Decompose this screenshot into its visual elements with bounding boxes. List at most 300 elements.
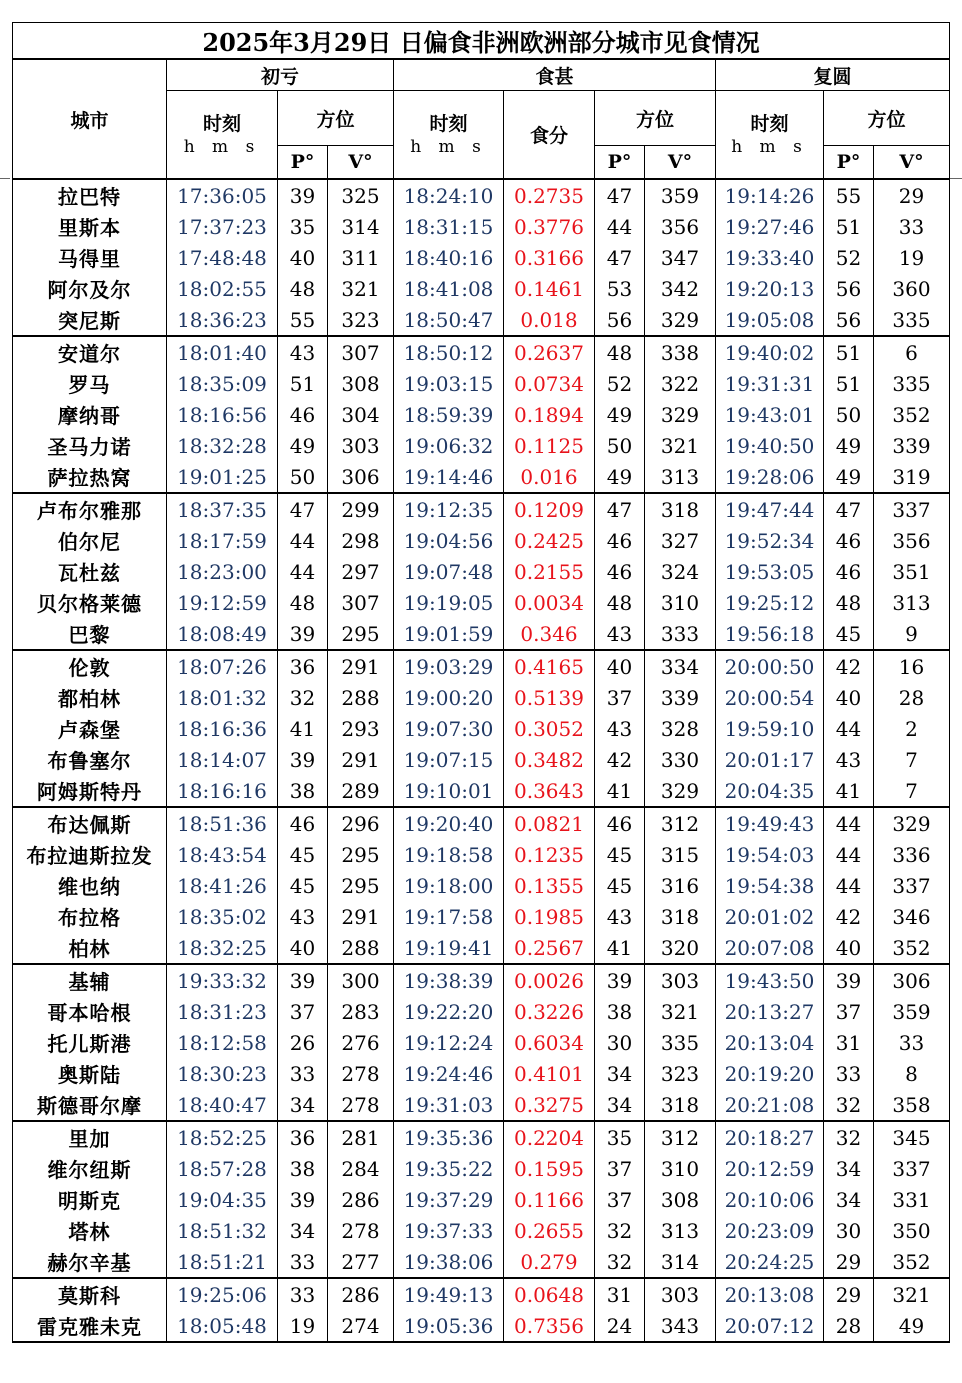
max-eclipse-time: 18:41:08: [394, 273, 504, 304]
last-contact-p: 40: [824, 682, 874, 713]
first-contact-time: 18:32:25: [167, 932, 278, 964]
city-cell: 维尔纽斯: [13, 1153, 167, 1184]
table-row: [13, 273, 950, 304]
magnitude-value: 0.279: [504, 1246, 595, 1278]
first-contact-p: 48: [278, 273, 328, 304]
max-eclipse-p: 46: [595, 807, 645, 839]
first-contact-time: 18:31:23: [167, 996, 278, 1027]
last-contact-v: 7: [874, 744, 950, 775]
last-contact-time: 19:56:18: [716, 618, 824, 650]
first-contact-p: 40: [278, 932, 328, 964]
table-row: [13, 713, 950, 744]
table-title: 2025年3月29日 日偏食非洲欧洲部分城市见食情况: [13, 23, 950, 60]
max-eclipse-time: 19:03:15: [394, 368, 504, 399]
last-contact-v: 359: [874, 996, 950, 1027]
magnitude-value: 0.2655: [504, 1215, 595, 1246]
last-contact-p: 48: [824, 587, 874, 618]
magnitude-value: 0.2204: [504, 1121, 595, 1153]
last-contact-p: 56: [824, 304, 874, 336]
magnitude-value: 0.3482: [504, 744, 595, 775]
first-contact-p: 45: [278, 870, 328, 901]
table-row: [13, 1310, 950, 1342]
first-contact-v: 291: [328, 650, 394, 682]
first-contact-p: 36: [278, 1121, 328, 1153]
first-contact-p: 44: [278, 556, 328, 587]
max-eclipse-p: 32: [595, 1215, 645, 1246]
max-eclipse-time: 19:06:32: [394, 430, 504, 461]
magnitude-value: 0.1595: [504, 1153, 595, 1184]
max-eclipse-time: 19:14:46: [394, 461, 504, 493]
first-contact-v: 323: [328, 304, 394, 336]
max-eclipse-time: 19:20:40: [394, 807, 504, 839]
city-cell: 里斯本: [13, 211, 167, 242]
first-contact-v: 299: [328, 493, 394, 525]
first-contact-p: 40: [278, 242, 328, 273]
max-eclipse-p: 43: [595, 713, 645, 744]
last-contact-time: 19:54:38: [716, 870, 824, 901]
last-contact-p: 29: [824, 1278, 874, 1310]
magnitude-value: 0.1355: [504, 870, 595, 901]
last-contact-p: 42: [824, 650, 874, 682]
magnitude-value: 0.7356: [504, 1310, 595, 1342]
last-contact-v: 2: [874, 713, 950, 744]
table-row: [13, 964, 950, 996]
table-row: [13, 556, 950, 587]
first-contact-v: 308: [328, 368, 394, 399]
table-row: [13, 587, 950, 618]
first-contact-v: 276: [328, 1027, 394, 1058]
last-contact-v: 360: [874, 273, 950, 304]
first-contact-v: 321: [328, 273, 394, 304]
first-contact-time: 18:07:26: [167, 650, 278, 682]
first-contact-p: 49: [278, 430, 328, 461]
first-contact-time: 18:16:16: [167, 775, 278, 807]
last-contact-v: 335: [874, 368, 950, 399]
last-contact-p: 33: [824, 1058, 874, 1089]
max-eclipse-v: 312: [645, 807, 716, 839]
first-contact-v: 291: [328, 901, 394, 932]
max-eclipse-p: 39: [595, 964, 645, 996]
first-contact-time: 17:48:48: [167, 242, 278, 273]
city-cell: 布鲁塞尔: [13, 744, 167, 775]
magnitude-value: 0.0026: [504, 964, 595, 996]
magnitude-value: 0.016: [504, 461, 595, 493]
first-contact-p: 26: [278, 1027, 328, 1058]
first-contact-time: 17:36:05: [167, 179, 278, 211]
city-cell: 伯尔尼: [13, 525, 167, 556]
city-cell: 基辅: [13, 964, 167, 996]
max-eclipse-v: 313: [645, 1215, 716, 1246]
first-contact-header: 初亏: [167, 59, 394, 91]
first-contact-time: 18:02:55: [167, 273, 278, 304]
first-contact-v: 291: [328, 744, 394, 775]
max-eclipse-time: 19:10:01: [394, 775, 504, 807]
max-eclipse-v: 312: [645, 1121, 716, 1153]
last-contact-p: 56: [824, 273, 874, 304]
last-contact-time: 19:43:01: [716, 399, 824, 430]
last-contact-v: 329: [874, 807, 950, 839]
first-contact-v: 274: [328, 1310, 394, 1342]
max-eclipse-p: 41: [595, 932, 645, 964]
max-eclipse-time: 19:35:36: [394, 1121, 504, 1153]
max-eclipse-v: 321: [645, 996, 716, 1027]
last-contact-p: 49: [824, 461, 874, 493]
first-contact-v: 286: [328, 1278, 394, 1310]
last-contact-time: 19:40:02: [716, 336, 824, 368]
table-row: [13, 461, 950, 493]
table-row: [13, 1058, 950, 1089]
last-contact-p: 29: [824, 1246, 874, 1278]
city-cell: 维也纳: [13, 870, 167, 901]
last-contact-time: 20:12:59: [716, 1153, 824, 1184]
max-v-header: V°: [645, 146, 716, 180]
max-eclipse-p: 48: [595, 587, 645, 618]
max-eclipse-time: 19:18:58: [394, 839, 504, 870]
table-row: [13, 744, 950, 775]
last-contact-time: 19:05:08: [716, 304, 824, 336]
table-row: [13, 870, 950, 901]
first-contact-v: 325: [328, 179, 394, 211]
max-eclipse-v: 323: [645, 1058, 716, 1089]
first-contact-time: 19:04:35: [167, 1184, 278, 1215]
last-contact-p: 42: [824, 901, 874, 932]
max-eclipse-v: 303: [645, 1278, 716, 1310]
magnitude-value: 0.2637: [504, 336, 595, 368]
crop-mark-right: [950, 178, 962, 179]
max-eclipse-v: 343: [645, 1310, 716, 1342]
max-eclipse-time: 19:12:24: [394, 1027, 504, 1058]
first-contact-time: 18:30:23: [167, 1058, 278, 1089]
magnitude-value: 0.1461: [504, 273, 595, 304]
max-eclipse-v: 303: [645, 964, 716, 996]
first-contact-time: 18:17:59: [167, 525, 278, 556]
last-contact-v: 335: [874, 304, 950, 336]
max-eclipse-p: 48: [595, 336, 645, 368]
magnitude-value: 0.2735: [504, 179, 595, 211]
first-contact-v: 297: [328, 556, 394, 587]
city-cell: 里加: [13, 1121, 167, 1153]
max-eclipse-v: 330: [645, 744, 716, 775]
first-contact-time: 18:12:58: [167, 1027, 278, 1058]
first-contact-time: 18:08:49: [167, 618, 278, 650]
first-contact-v: 278: [328, 1089, 394, 1121]
city-cell: 卢布尔雅那: [13, 493, 167, 525]
eclipse-table: [12, 22, 950, 1343]
first-contact-time: 18:01:32: [167, 682, 278, 713]
first-contact-v: 296: [328, 807, 394, 839]
last-contact-p: 51: [824, 368, 874, 399]
max-eclipse-v: 308: [645, 1184, 716, 1215]
max-direction-header: 方位: [595, 91, 716, 146]
magnitude-value: 0.3643: [504, 775, 595, 807]
max-eclipse-v: 328: [645, 713, 716, 744]
last-contact-p: 28: [824, 1310, 874, 1342]
last-contact-time: 20:13:04: [716, 1027, 824, 1058]
last-contact-p: 55: [824, 179, 874, 211]
last-contact-p: 34: [824, 1153, 874, 1184]
last-contact-time: 19:59:10: [716, 713, 824, 744]
magnitude-value: 0.1125: [504, 430, 595, 461]
last-contact-p: 51: [824, 211, 874, 242]
first-contact-time: 18:52:25: [167, 1121, 278, 1153]
first-contact-v: 300: [328, 964, 394, 996]
first-contact-p: 51: [278, 368, 328, 399]
last-contact-time: 19:27:46: [716, 211, 824, 242]
last-contact-p: 32: [824, 1121, 874, 1153]
max-eclipse-time: 19:49:13: [394, 1278, 504, 1310]
first-contact-time: 18:51:21: [167, 1246, 278, 1278]
first-contact-time: 18:37:35: [167, 493, 278, 525]
last-contact-p: 31: [824, 1027, 874, 1058]
first-contact-time: 19:25:06: [167, 1278, 278, 1310]
max-eclipse-p: 49: [595, 461, 645, 493]
first-contact-v: 278: [328, 1215, 394, 1246]
max-eclipse-v: 322: [645, 368, 716, 399]
table-row: [13, 525, 950, 556]
table-row: [13, 839, 950, 870]
first-contact-time: 18:23:00: [167, 556, 278, 587]
max-eclipse-p: 46: [595, 556, 645, 587]
max-eclipse-time: 18:24:10: [394, 179, 504, 211]
city-cell: 摩纳哥: [13, 399, 167, 430]
max-eclipse-p: 47: [595, 179, 645, 211]
first-direction-header: 方位: [278, 91, 394, 146]
first-contact-v: 281: [328, 1121, 394, 1153]
city-cell: 都柏林: [13, 682, 167, 713]
first-contact-time: 18:32:28: [167, 430, 278, 461]
table-row: [13, 304, 950, 336]
max-eclipse-v: 342: [645, 273, 716, 304]
first-contact-p: 36: [278, 650, 328, 682]
last-contact-v: 331: [874, 1184, 950, 1215]
max-eclipse-v: 315: [645, 839, 716, 870]
max-eclipse-p: 43: [595, 618, 645, 650]
max-eclipse-v: 310: [645, 1153, 716, 1184]
max-eclipse-time: 19:38:39: [394, 964, 504, 996]
first-contact-p: 39: [278, 179, 328, 211]
city-cell: 阿尔及尔: [13, 273, 167, 304]
max-eclipse-p: 37: [595, 1184, 645, 1215]
first-contact-p: 55: [278, 304, 328, 336]
last-direction-header: 方位: [824, 91, 950, 146]
max-eclipse-v: 329: [645, 775, 716, 807]
max-eclipse-v: 314: [645, 1246, 716, 1278]
last-contact-p: 44: [824, 713, 874, 744]
first-contact-time: 19:12:59: [167, 587, 278, 618]
max-eclipse-v: 327: [645, 525, 716, 556]
first-contact-v: 289: [328, 775, 394, 807]
city-cell: 布达佩斯: [13, 807, 167, 839]
city-cell: 罗马: [13, 368, 167, 399]
table-row: [13, 1121, 950, 1153]
city-cell: 塔林: [13, 1215, 167, 1246]
last-contact-time: 20:18:27: [716, 1121, 824, 1153]
table-row: [13, 211, 950, 242]
last-contact-time: 19:54:03: [716, 839, 824, 870]
first-contact-p: 47: [278, 493, 328, 525]
max-eclipse-p: 38: [595, 996, 645, 1027]
max-eclipse-p: 34: [595, 1058, 645, 1089]
first-contact-p: 39: [278, 964, 328, 996]
first-contact-time: 18:35:09: [167, 368, 278, 399]
first-time-header: 时刻 h m s: [167, 91, 278, 180]
first-contact-p: 39: [278, 744, 328, 775]
first-contact-time: 18:51:32: [167, 1215, 278, 1246]
max-eclipse-p: 52: [595, 368, 645, 399]
max-eclipse-time: 19:01:59: [394, 618, 504, 650]
first-contact-p: 46: [278, 399, 328, 430]
city-cell: 马得里: [13, 242, 167, 273]
last-contact-v: 8: [874, 1058, 950, 1089]
max-eclipse-p: 47: [595, 242, 645, 273]
magnitude-value: 0.0034: [504, 587, 595, 618]
city-cell: 布拉格: [13, 901, 167, 932]
city-cell: 哥本哈根: [13, 996, 167, 1027]
last-contact-v: 350: [874, 1215, 950, 1246]
max-eclipse-time: 19:00:20: [394, 682, 504, 713]
max-eclipse-time: 19:19:41: [394, 932, 504, 964]
city-cell: 瓦杜兹: [13, 556, 167, 587]
last-contact-v: 351: [874, 556, 950, 587]
max-eclipse-time: 19:22:20: [394, 996, 504, 1027]
last-contact-time: 19:31:31: [716, 368, 824, 399]
first-contact-p: 33: [278, 1246, 328, 1278]
city-cell: 阿姆斯特丹: [13, 775, 167, 807]
last-contact-time: 19:20:13: [716, 273, 824, 304]
max-eclipse-v: 318: [645, 1089, 716, 1121]
first-contact-time: 18:16:56: [167, 399, 278, 430]
last-contact-time: 19:43:50: [716, 964, 824, 996]
magnitude-value: 0.3275: [504, 1089, 595, 1121]
max-eclipse-time: 18:50:12: [394, 336, 504, 368]
table-row: [13, 650, 950, 682]
magnitude-value: 0.5139: [504, 682, 595, 713]
max-eclipse-v: 339: [645, 682, 716, 713]
max-eclipse-v: 359: [645, 179, 716, 211]
max-eclipse-v: 329: [645, 304, 716, 336]
magnitude-value: 0.0648: [504, 1278, 595, 1310]
last-contact-v: 352: [874, 1246, 950, 1278]
last-contact-p: 51: [824, 336, 874, 368]
last-contact-time: 19:33:40: [716, 242, 824, 273]
last-contact-p: 49: [824, 430, 874, 461]
city-cell: 柏林: [13, 932, 167, 964]
table-row: [13, 1215, 950, 1246]
first-contact-v: 293: [328, 713, 394, 744]
max-eclipse-p: 40: [595, 650, 645, 682]
table-row: [13, 336, 950, 368]
last-contact-p: 44: [824, 870, 874, 901]
first-contact-v: 283: [328, 996, 394, 1027]
first-contact-v: 295: [328, 870, 394, 901]
magnitude-value: 0.1166: [504, 1184, 595, 1215]
last-contact-time: 20:07:08: [716, 932, 824, 964]
city-cell: 巴黎: [13, 618, 167, 650]
first-contact-time: 18:35:02: [167, 901, 278, 932]
table-row: [13, 901, 950, 932]
max-eclipse-time: 19:35:22: [394, 1153, 504, 1184]
last-contact-v: 352: [874, 399, 950, 430]
last-contact-p: 41: [824, 775, 874, 807]
max-eclipse-v: 334: [645, 650, 716, 682]
last-contact-p: 52: [824, 242, 874, 273]
city-cell: 明斯克: [13, 1184, 167, 1215]
max-eclipse-v: 310: [645, 587, 716, 618]
last-contact-v: 33: [874, 1027, 950, 1058]
first-contact-time: 18:05:48: [167, 1310, 278, 1342]
last-contact-time: 20:01:17: [716, 744, 824, 775]
max-eclipse-time: 19:19:05: [394, 587, 504, 618]
last-contact-v: 356: [874, 525, 950, 556]
last-contact-p: 34: [824, 1184, 874, 1215]
last-contact-p: 32: [824, 1089, 874, 1121]
last-contact-time: 19:14:26: [716, 179, 824, 211]
last-contact-v: 29: [874, 179, 950, 211]
max-eclipse-time: 19:38:06: [394, 1246, 504, 1278]
last-contact-time: 20:04:35: [716, 775, 824, 807]
magnitude-value: 0.0734: [504, 368, 595, 399]
max-eclipse-p: 56: [595, 304, 645, 336]
last-contact-time: 20:24:25: [716, 1246, 824, 1278]
max-eclipse-time: 18:31:15: [394, 211, 504, 242]
table-row: [13, 775, 950, 807]
max-eclipse-v: 356: [645, 211, 716, 242]
table-row: [13, 399, 950, 430]
first-contact-v: 314: [328, 211, 394, 242]
first-contact-time: 18:57:28: [167, 1153, 278, 1184]
last-contact-time: 19:47:44: [716, 493, 824, 525]
max-eclipse-p: 46: [595, 525, 645, 556]
last-contact-time: 20:10:06: [716, 1184, 824, 1215]
max-eclipse-v: 316: [645, 870, 716, 901]
max-eclipse-time: 19:04:56: [394, 525, 504, 556]
first-contact-v: 288: [328, 682, 394, 713]
first-contact-v: 298: [328, 525, 394, 556]
last-contact-p: 43: [824, 744, 874, 775]
last-contact-v: 337: [874, 1153, 950, 1184]
last-contact-p: 44: [824, 839, 874, 870]
max-eclipse-p: 37: [595, 682, 645, 713]
last-contact-time: 20:13:27: [716, 996, 824, 1027]
first-contact-p: 43: [278, 336, 328, 368]
last-contact-time: 20:21:08: [716, 1089, 824, 1121]
table-row: [13, 179, 950, 211]
max-eclipse-p: 30: [595, 1027, 645, 1058]
max-eclipse-time: 19:37:29: [394, 1184, 504, 1215]
first-contact-v: 288: [328, 932, 394, 964]
max-eclipse-v: 320: [645, 932, 716, 964]
last-contact-time: 20:01:02: [716, 901, 824, 932]
first-contact-v: 311: [328, 242, 394, 273]
last-contact-v: 321: [874, 1278, 950, 1310]
max-eclipse-time: 19:03:29: [394, 650, 504, 682]
crop-mark-left: [0, 178, 10, 179]
last-contact-p: 50: [824, 399, 874, 430]
table-row: [13, 1027, 950, 1058]
table-row: [13, 430, 950, 461]
city-cell: 斯德哥尔摩: [13, 1089, 167, 1121]
last-contact-v: 9: [874, 618, 950, 650]
first-contact-time: 18:01:40: [167, 336, 278, 368]
table-row: [13, 1246, 950, 1278]
last-p-header: P°: [824, 146, 874, 180]
magnitude-value: 0.1894: [504, 399, 595, 430]
last-contact-v: 6: [874, 336, 950, 368]
magnitude-value: 0.2567: [504, 932, 595, 964]
max-p-header: P°: [595, 146, 645, 180]
first-contact-v: 306: [328, 461, 394, 493]
city-cell: 突尼斯: [13, 304, 167, 336]
